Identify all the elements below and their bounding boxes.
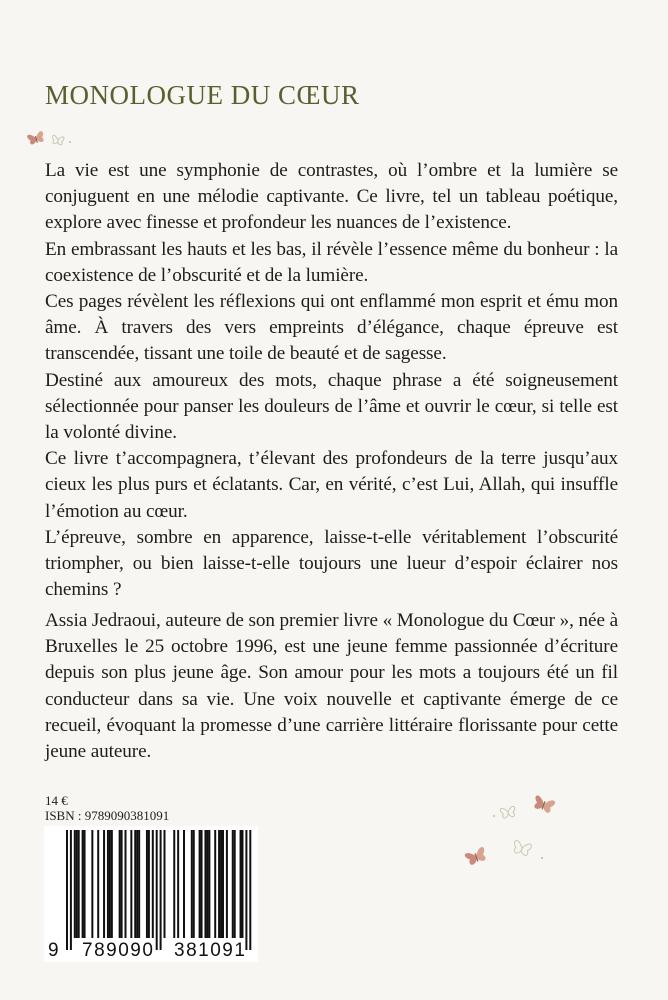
barcode-bar bbox=[201, 830, 203, 938]
blurb-paragraph: Ces pages révèlent les réflexions qui ont enflammé mon esprit et ému mon âme. À travers des vers empreints d’élégance, chaque épreuve est transcendée, tissant une toile de beauté et de sagesse. bbox=[45, 291, 618, 365]
barcode-bar bbox=[249, 830, 251, 950]
book-title: MONOLOGUE DU CŒUR bbox=[45, 80, 360, 110]
barcode-bar bbox=[193, 830, 195, 938]
barcode-bar bbox=[152, 830, 154, 938]
barcode-bar bbox=[130, 830, 132, 938]
blurb-paragraph: En embrassant les hauts et les bas, il révèle l’essence même du bonheur : la coexistence de l’obscurité et de la lumière. bbox=[45, 238, 618, 286]
blurb-paragraph: Ce livre t’accompagnera, t’élevant des profondeurs de la terre jusqu’aux cieux les plus purs et éclatants. Car, en vérité, c’est Lui, Allah, qui insuffle l’émotion au cœur. bbox=[45, 448, 618, 522]
barcode-bar bbox=[82, 830, 84, 938]
barcode-bar bbox=[160, 830, 162, 950]
barcode-bar bbox=[119, 830, 121, 938]
barcode-bar bbox=[220, 830, 222, 938]
blurb-paragraph: La vie est une symphonie de contrastes, où l’ombre et la lumière se conjuguent en une mélodie captivante. Ce livre, tel un tableau poétique, explore avec finesse et profondeur les nuances de l’existence. bbox=[45, 160, 618, 234]
blurb bbox=[45, 158, 618, 603]
barcode-bar bbox=[66, 830, 68, 950]
barcode-bar bbox=[97, 830, 99, 938]
barcode-bar bbox=[136, 830, 138, 938]
author-bio: Assia Jedraoui, auteure de son premier livre « Monologue du Cœur », née à Bruxelles le 25 octobre 1996, est une jeune femme passionnée d’écriture depuis son plus jeune âge. Son amour pour les mots a toujours été un fil conducteur dans sa vie. Une voix nouvelle et captivante émerge de ce recueil, évoquant la promesse d’une carrière littéraire florissante pour cette jeune auteure. bbox=[45, 610, 618, 763]
barcode-bar bbox=[76, 830, 78, 938]
barcode-bar bbox=[208, 830, 210, 938]
barcode-bar bbox=[91, 830, 93, 938]
barcode-bar bbox=[146, 830, 148, 938]
barcode-bar bbox=[199, 830, 201, 938]
barcode-bar bbox=[245, 830, 247, 950]
barcode-bar bbox=[148, 830, 150, 938]
butterfly-icon bbox=[26, 126, 76, 152]
barcode-bar bbox=[242, 830, 244, 938]
barcode-bar bbox=[226, 830, 228, 938]
barcode-bar bbox=[111, 830, 113, 938]
barcode-bar bbox=[138, 830, 140, 938]
blurb-paragraph: L’épreuve, sombre en apparence, laisse-t-elle véritablement l’obscurité triompher, ou bien laisse-t-elle toujours une lueur d’espoir éclairer nos chemins ? bbox=[45, 526, 618, 601]
barcode-bar bbox=[218, 830, 220, 938]
barcode-bar bbox=[121, 830, 123, 938]
blurb-paragraph: Destiné aux amoureux des mots, chaque phrase a été soigneusement sélectionnée pour panser les douleurs de l’âme et ouvrir le cœur, si telle est la volonté divine. bbox=[45, 369, 618, 444]
barcode-right-digits: 381091 bbox=[174, 940, 247, 961]
isbn: ISBN : 9789090381091 bbox=[45, 808, 170, 823]
barcode-bar bbox=[70, 830, 72, 950]
barcode-bar bbox=[156, 830, 158, 950]
barcode-bar bbox=[232, 830, 234, 938]
barcode-bar bbox=[173, 830, 175, 938]
barcode-bar bbox=[240, 830, 242, 938]
butterflies-decoration-icon bbox=[458, 786, 568, 870]
barcode-bar bbox=[164, 830, 166, 938]
barcode-bar bbox=[183, 830, 185, 938]
barcode-bar bbox=[222, 830, 224, 938]
barcode-lead-digit: 9 bbox=[48, 940, 59, 961]
barcode-bar bbox=[78, 830, 80, 938]
barcode-bar bbox=[204, 830, 206, 938]
barcode-bar bbox=[74, 830, 76, 938]
barcode-bar bbox=[214, 830, 216, 938]
barcode-bar bbox=[103, 830, 105, 938]
barcode-bar bbox=[84, 830, 86, 938]
barcode-bar bbox=[177, 830, 179, 938]
barcode-bar bbox=[134, 830, 136, 938]
barcode-left-digits: 789090 bbox=[82, 940, 155, 961]
barcode-bar bbox=[107, 830, 109, 938]
barcode-bar bbox=[125, 830, 127, 938]
barcode-bar bbox=[109, 830, 111, 938]
barcode-bar bbox=[234, 830, 236, 938]
barcode-bar bbox=[191, 830, 193, 938]
barcode bbox=[44, 826, 258, 962]
price: 14 € bbox=[45, 793, 68, 808]
barcode-bar bbox=[206, 830, 208, 938]
